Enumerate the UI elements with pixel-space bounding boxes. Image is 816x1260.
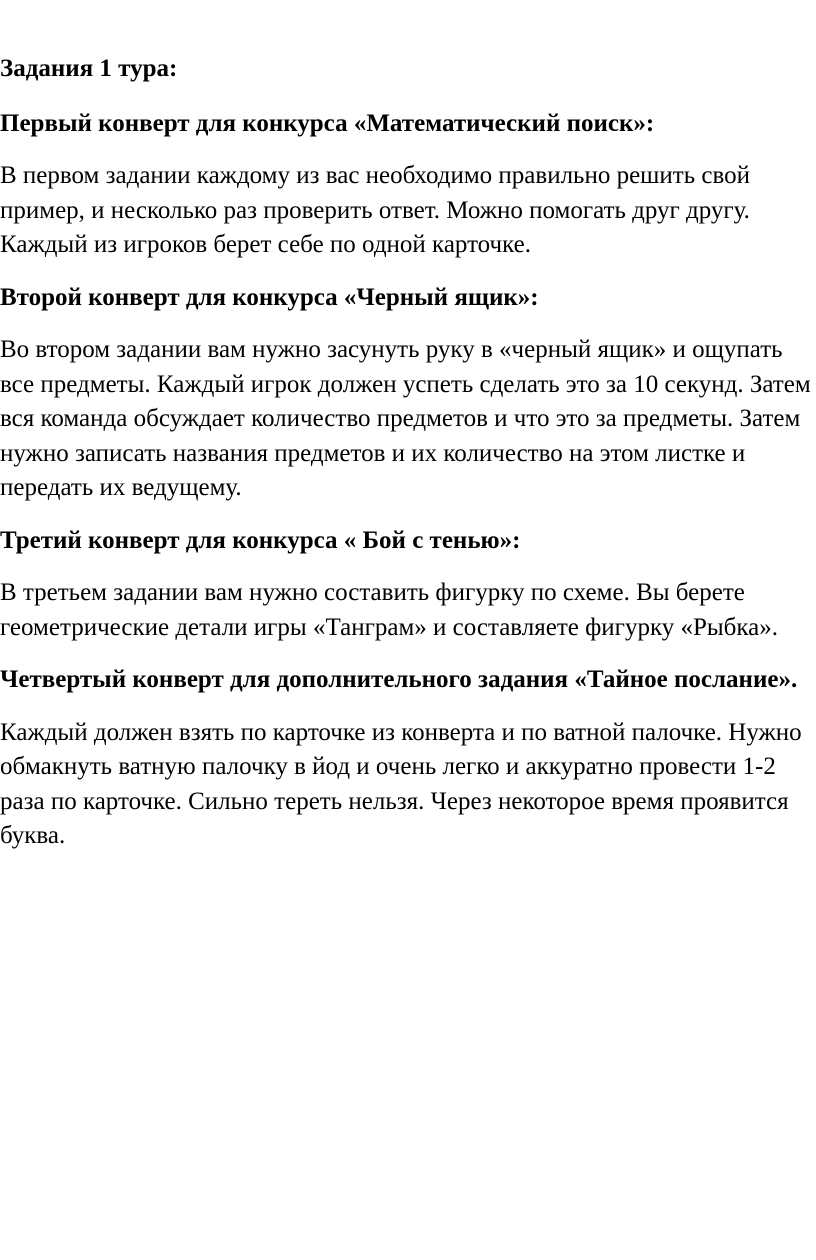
section-heading-4: Четвертый конверт для дополнительного задания «Тайное послание». xyxy=(0,666,798,693)
section-heading-1: Первый конверт для конкурса «Математический поиск»: xyxy=(0,109,655,137)
section-text-3: В третьем задании вам нужно составить фигурку по схеме. Вы берете геометрические детали игры «Танграм» и составляете фигурку «Рыбка». xyxy=(0,579,779,641)
section-heading-3: Третий конверт для конкурса « Бой с тенью»: xyxy=(0,526,521,554)
section-text-1: В первом задании каждому из вас необходимо правильно решить свой пример, и несколько раз проверить ответ. Можно помогать друг другу. Каждый из игроков берет себе по одной карточке. xyxy=(0,162,750,258)
page-title: Задания 1 тура: xyxy=(0,55,178,82)
section-heading-2: Второй конверт для конкурса «Черный ящик»: xyxy=(0,283,539,311)
section-text-4: Каждый должен взять по карточке из конверта и по ватной палочке. Нужно обмакнуть ватную палочку в йод и очень легко и аккуратно провести 1-2 раза по карточке. Сильно тереть нельзя. Через некоторое время проявится буква. xyxy=(0,718,802,849)
section-text-2: Во втором задании вам нужно засунуть руку в «черный ящик» и ощупать все предметы. Каждый игрок должен успеть сделать это за 10 секунд. Затем вся команда обсуждает количество предметов и что это за предметы. Затем нужно записать названия предметов и их количество на этом листке и передать их ведущему. xyxy=(0,336,811,501)
document-page xyxy=(0,52,816,872)
